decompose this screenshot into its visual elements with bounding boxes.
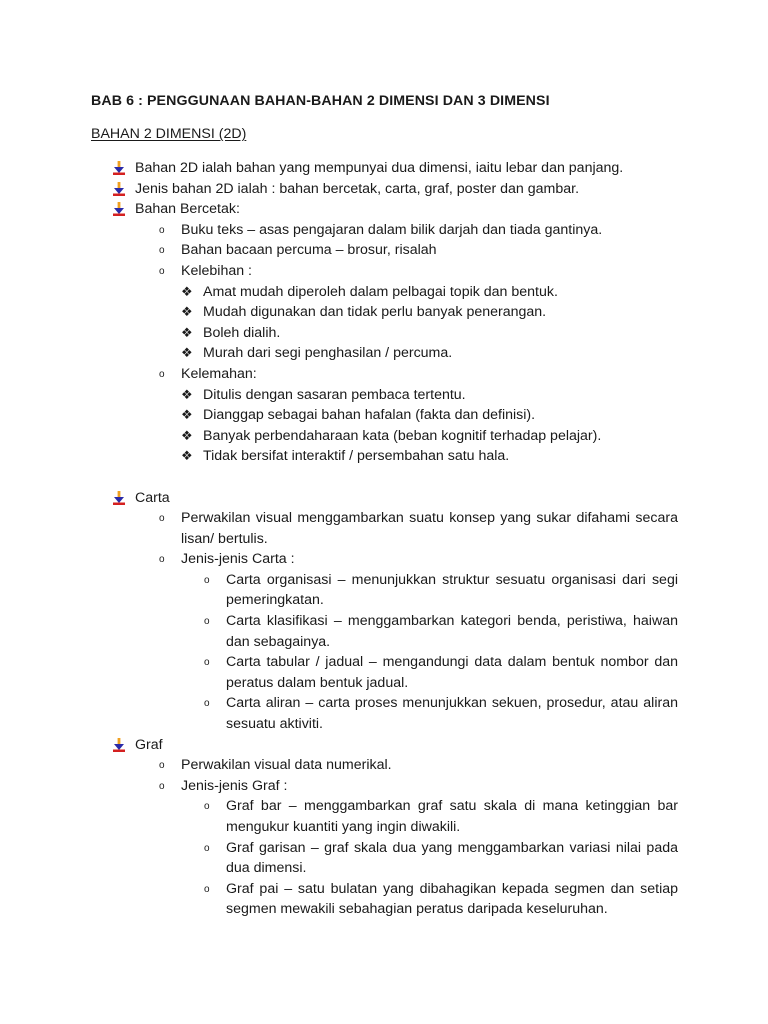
point-item [0,385,768,406]
spacer [0,467,768,488]
circle-bullet-icon: o [204,574,210,586]
list-item [0,179,768,200]
sub-list-item [0,776,768,797]
nested-list-item [0,879,768,920]
list-item [0,735,768,756]
sub-list-item-text: Bahan bacaan percuma – brosur, risalah [181,242,437,259]
nested-list-item-text: Graf pai – satu bulatan yang dibahagikan kepada segmen dan setiap segmen mewakili sebahagian peratus daripada keseluruhan. [226,880,678,918]
bullet-list [0,158,768,920]
sub-list-item-text: Perwakilan visual menggambarkan suatu konsep yang sukar difahami secara lisan/ bertulis. [181,510,678,547]
nested-list-item-text: Graf garisan – graf skala dua yang menggambarkan variasi nilai pada dua dimensi. [226,839,678,877]
point-text: Mudah digunakan dan tidak perlu banyak penerangan. [203,304,547,321]
sub-list-item-text: Kelebihan : [181,262,252,279]
sub-list-item-text: Buku teks – asas pengajaran dalam bilik darjah dan tiada gantinya. [181,221,603,238]
nested-list-item-text: Carta klasifikasi – menggambarkan kategori benda, peristiwa, haiwan dan sebagainya. [226,613,678,650]
nested-list-item [0,693,768,734]
point-item [0,426,768,447]
circle-bullet-icon: o [204,616,210,628]
list-item-text: Graf [135,736,163,753]
list-item [0,158,768,179]
circle-bullet-icon: o [159,513,165,525]
circle-bullet-icon: o [204,657,210,669]
section-heading: BAHAN 2 DIMENSI (2D) [91,126,247,142]
list-item [0,488,768,509]
sub-list-item [0,364,768,385]
point-item [0,302,768,323]
point-text: Amat mudah diperoleh dalam pelbagai topik dan bentuk. [203,283,558,300]
point-item [0,343,768,364]
sub-list-item-text: Jenis-jenis Carta : [181,551,295,568]
nested-list-item [0,570,768,611]
point-item [0,446,768,467]
point-text: Murah dari segi penghasilan / percuma. [203,345,453,362]
sub-list-item [0,755,768,776]
sub-list-item [0,240,768,261]
arrow-bullet-icon [113,491,125,505]
point-text: Boleh dialih. [203,324,281,341]
circle-bullet-icon: o [204,883,210,895]
point-text: Tidak bersifat interaktif / persembahan satu hala. [203,448,510,465]
circle-bullet-icon: o [204,698,210,710]
arrow-bullet-icon [113,182,125,196]
diamond-bullet-icon: ❖ [181,304,193,320]
chapter-title: BAB 6 : PENGGUNAAN BAHAN-BAHAN 2 DIMENSI DAN 3 DIMENSI [91,93,550,109]
nested-list-item-text: Carta aliran – carta proses menunjukkan sekuen, prosedur, atau aliran sesuatu aktiviti. [226,695,678,733]
nested-list-item-text: Graf bar – menggambarkan graf satu skala di mana ketinggian bar mengukur kuantiti yang ingin diwakili. [226,798,678,835]
nested-list-item-text: Carta tabular / jadual – mengandungi data dalam bentuk nombor dan peratus dalam bentuk jadual. [226,654,678,691]
nested-list-item [0,796,768,837]
sub-list-item-text: Jenis-jenis Graf : [181,777,288,794]
point-item [0,323,768,344]
point-item [0,405,768,426]
circle-bullet-icon: o [159,265,165,277]
circle-bullet-icon: o [159,245,165,257]
circle-bullet-icon: o [204,842,210,854]
nested-list-item-text: Carta organisasi – menunjukkan struktur sesuatu organisasi dari segi pemeringkatan. [226,571,678,609]
arrow-bullet-icon [113,202,125,216]
sub-list-item-text: Perwakilan visual data numerikal. [181,757,392,774]
circle-bullet-icon: o [159,554,165,566]
nested-list-item [0,611,768,652]
nested-list-item [0,838,768,879]
diamond-bullet-icon: ❖ [181,448,193,464]
point-text: Dianggap sebagai bahan hafalan (fakta dan definisi). [203,407,536,424]
list-item-text: Bahan Bercetak: [135,201,240,218]
diamond-bullet-icon: ❖ [181,324,193,340]
circle-bullet-icon: o [204,801,210,813]
diamond-bullet-icon: ❖ [181,427,193,443]
diamond-bullet-icon: ❖ [181,283,193,299]
sub-list-item-text: Kelemahan: [181,365,257,382]
circle-bullet-icon: o [159,368,165,380]
diamond-bullet-icon: ❖ [181,345,193,361]
arrow-bullet-icon [113,161,125,175]
list-item-text: Carta [135,489,170,506]
diamond-bullet-icon: ❖ [181,386,193,402]
sub-list-item [0,508,768,549]
circle-bullet-icon: o [159,760,165,772]
point-text: Banyak perbendaharaan kata (beban kognitif terhadap pelajar). [203,427,602,444]
nested-list-item [0,652,768,693]
arrow-bullet-icon [113,738,125,752]
list-item-text: Bahan 2D ialah bahan yang mempunyai dua dimensi, iaitu lebar dan panjang. [135,160,624,176]
point-text: Ditulis dengan sasaran pembaca tertentu. [203,386,466,403]
list-item-text: Jenis bahan 2D ialah : bahan bercetak, carta, graf, poster dan gambar. [135,180,580,197]
sub-list-item [0,261,768,282]
sub-list-item [0,220,768,241]
sub-list-item [0,549,768,570]
circle-bullet-icon: o [159,224,165,236]
circle-bullet-icon: o [159,780,165,792]
point-item [0,282,768,303]
list-item [0,199,768,220]
diamond-bullet-icon: ❖ [181,407,193,423]
